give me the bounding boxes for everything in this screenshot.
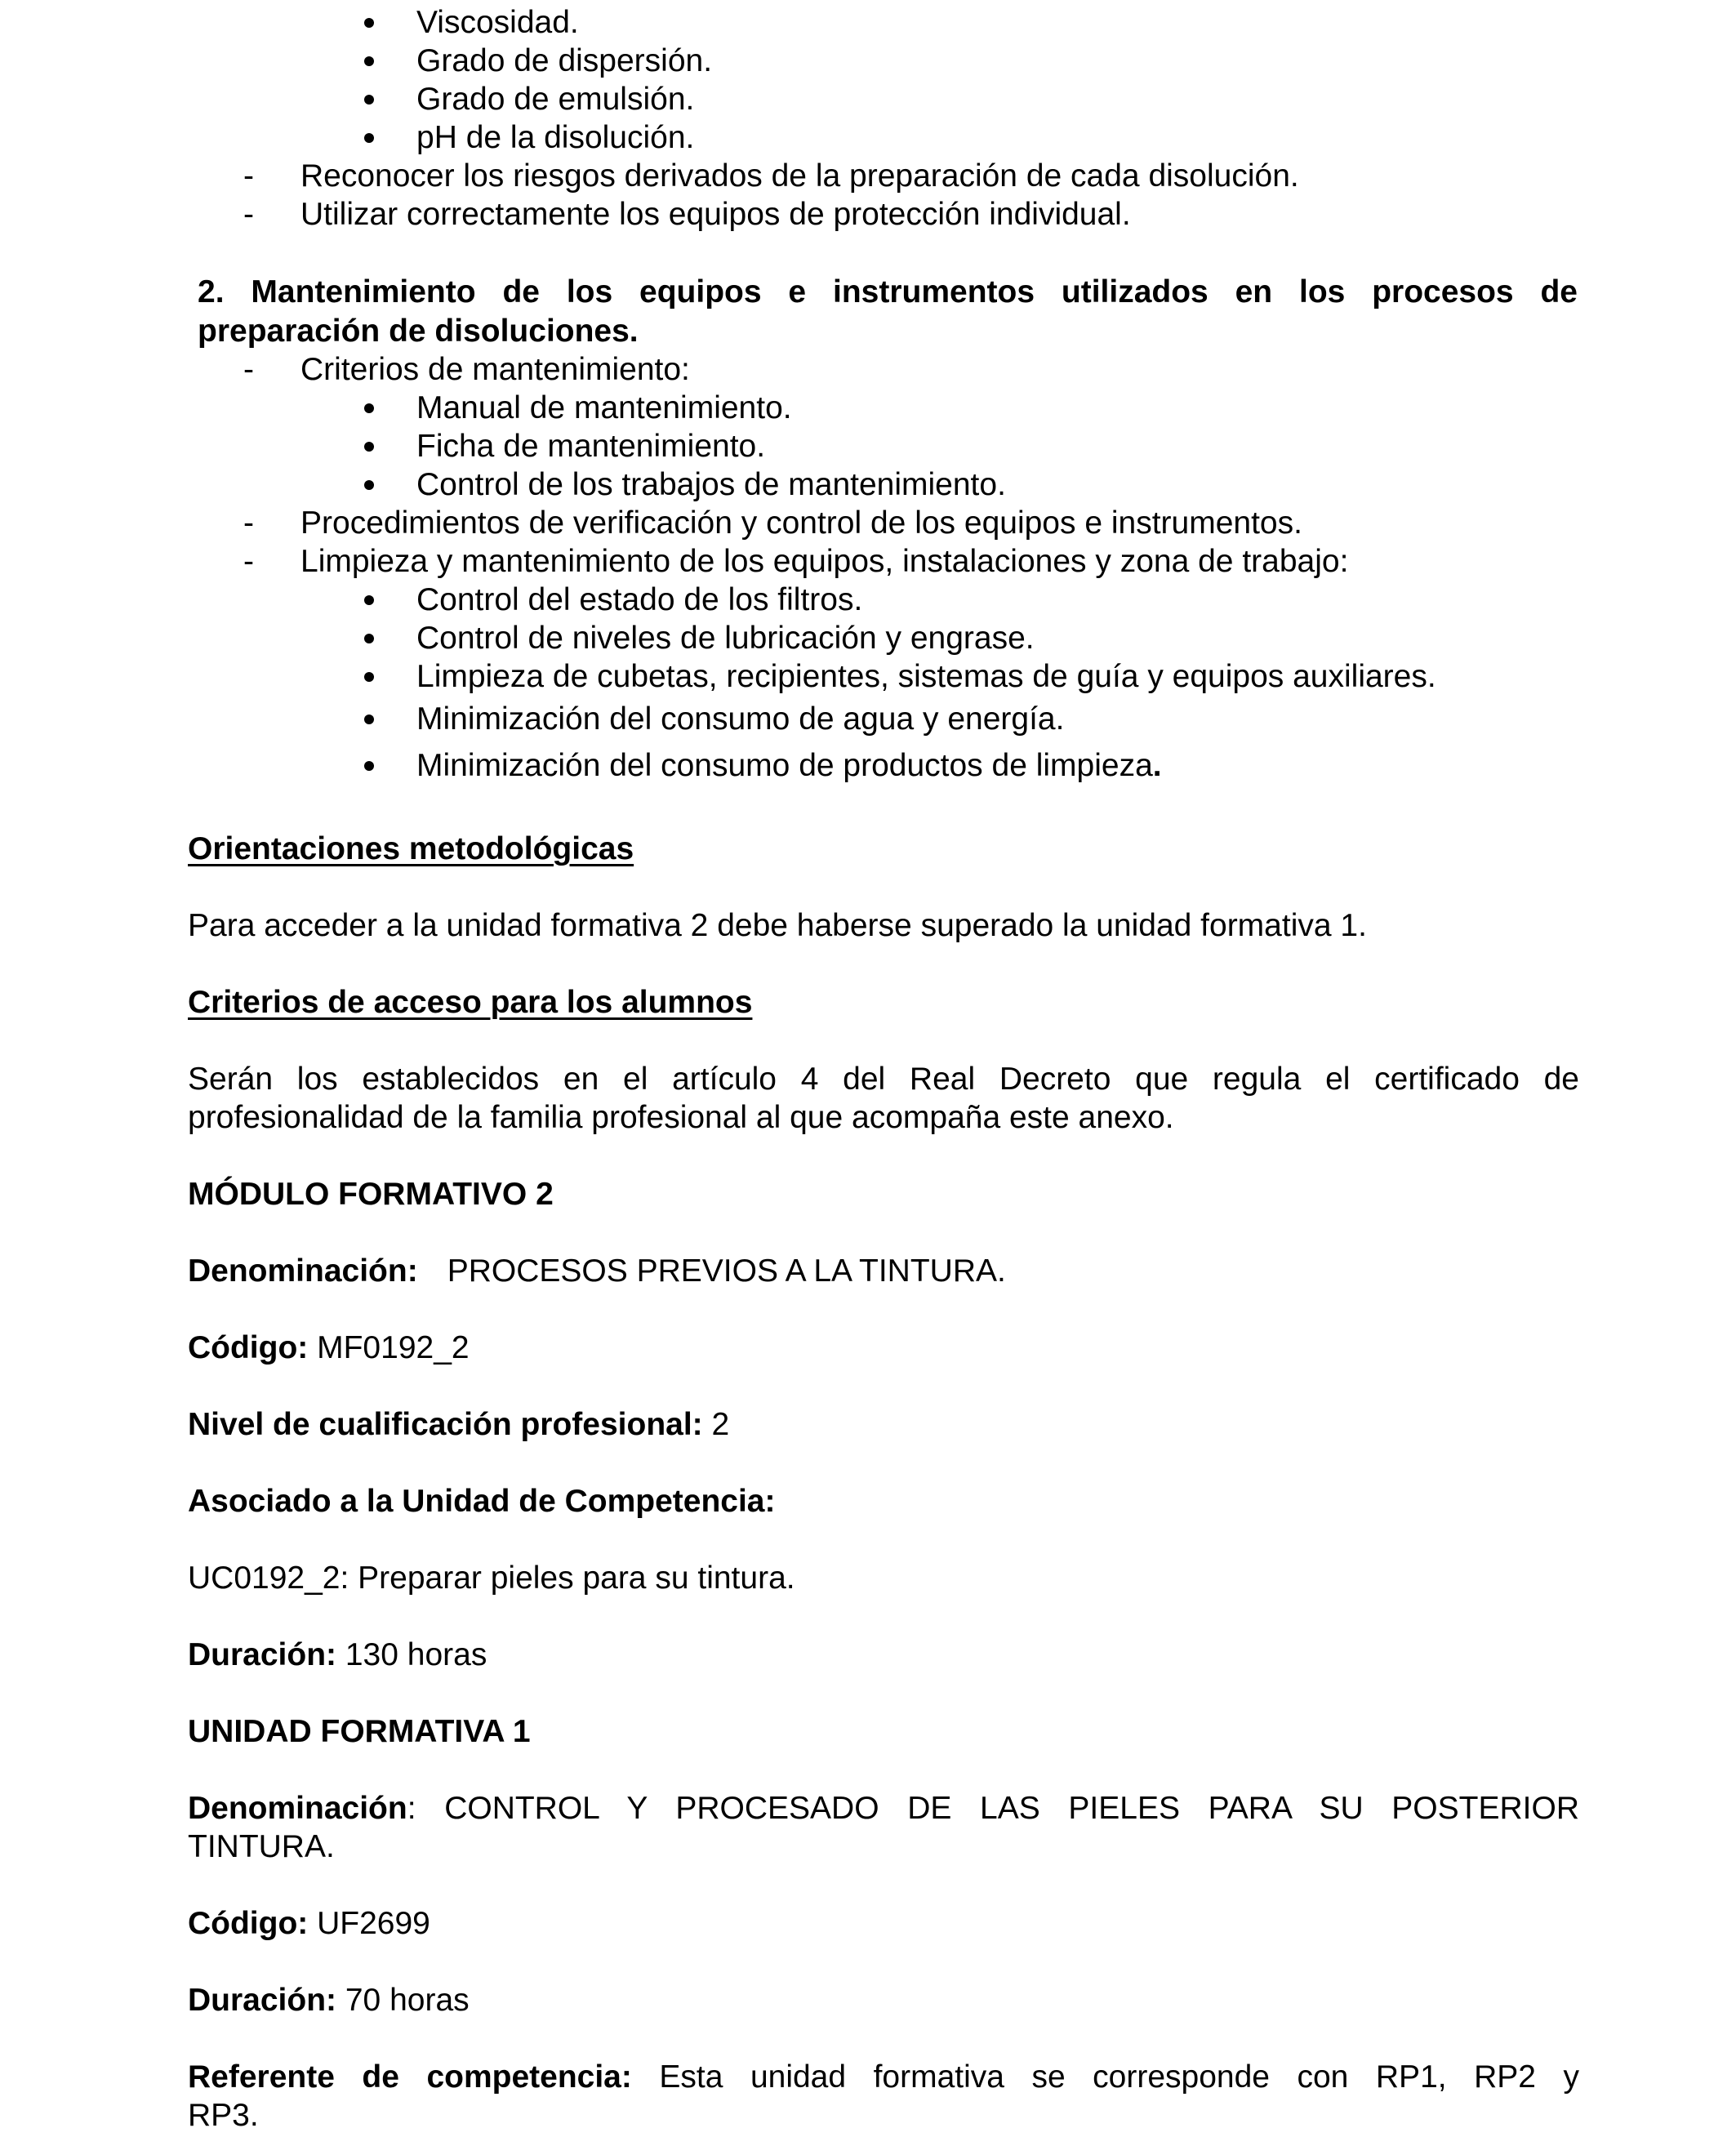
modulo-title: MÓDULO FORMATIVO 2 [188, 1177, 554, 1212]
criterios-heading: Criterios de acceso para los alumnos [188, 985, 753, 1020]
unidad-duracion [188, 1981, 470, 2019]
denominacion-value: PROCESOS PREVIOS A LA TINTURA. [447, 1253, 1006, 1289]
list-item: Ficha de mantenimiento. [416, 429, 766, 464]
list-item: Viscosidad. [416, 5, 579, 40]
bullet-icon [364, 403, 374, 413]
bullet-icon [364, 761, 374, 771]
modulo-duracion [188, 1636, 487, 1674]
unidad-denominacion-value: : CONTROL Y PROCESADO DE LAS PIELES PARA SU POSTERIOR [407, 1791, 1579, 1826]
unidad-codigo [188, 1904, 430, 1943]
codigo-label: Código: [188, 1330, 309, 1365]
bullet-icon [364, 595, 374, 605]
asociado-label: Asociado a la Unidad de Competencia: [188, 1484, 776, 1519]
list-item: Grado de emulsión. [416, 82, 695, 117]
bullet-icon [364, 480, 374, 490]
list-item [416, 746, 1162, 785]
list-item: Grado de dispersión. [416, 43, 713, 78]
codigo-value: MF0192_2 [317, 1330, 470, 1365]
unidad-codigo-value: UF2699 [317, 1906, 430, 1941]
list-item: Procedimientos de verificación y control de los equipos e instrumentos. [300, 505, 1302, 541]
unidad-duracion-value: 70 horas [345, 1983, 470, 2018]
referente-label: Referente de competencia: [188, 2059, 632, 2095]
referente-line1 [188, 2058, 1579, 2096]
bullet-icon [364, 133, 374, 143]
bullet-icon [364, 672, 374, 682]
section-heading-cont: preparación de disoluciones. [198, 314, 639, 349]
denominacion-label: Denominación: [188, 1253, 418, 1289]
list-item-text: Minimización del consumo de productos de limpieza [416, 748, 1153, 783]
bullet-icon [364, 56, 374, 66]
unidad-denominacion-line1 [188, 1789, 1579, 1828]
nivel-label: Nivel de cualificación profesional: [188, 1407, 703, 1442]
referente-line2: RP3. [188, 2098, 259, 2133]
criterios-text-line2: profesionalidad de la familia profesional al que acompaña este anexo. [188, 1100, 1174, 1135]
criterios-text-line1: Serán los establecidos en el artículo 4 del Real Decreto que regula el certificado de [188, 1062, 1579, 1097]
duracion-label: Duración: [188, 1637, 337, 1672]
modulo-denominacion [188, 1252, 1006, 1290]
list-item: Control del estado de los filtros. [416, 582, 863, 617]
section-heading: 2. Mantenimiento de los equipos e instrumentos utilizados en los procesos de [198, 274, 1578, 309]
list-item: Criterios de mantenimiento: [300, 352, 690, 387]
nivel-value: 2 [711, 1407, 730, 1442]
dash-marker: - [243, 352, 254, 387]
list-item: Utilizar correctamente los equipos de protección individual. [300, 197, 1131, 232]
bullet-icon [364, 442, 374, 452]
list-item: Manual de mantenimiento. [416, 390, 792, 425]
dash-marker: - [243, 158, 254, 194]
unidad-codigo-label: Código: [188, 1906, 309, 1941]
list-item: Limpieza y mantenimiento de los equipos, instalaciones y zona de trabajo: [300, 544, 1349, 579]
duracion-value: 130 horas [345, 1637, 487, 1672]
referente-value: Esta unidad formativa se corresponde con RP1, RP2 y [659, 2059, 1579, 2095]
modulo-nivel [188, 1405, 729, 1444]
orientaciones-text: Para acceder a la unidad formativa 2 debe haberse superado la unidad formativa 1. [188, 908, 1367, 943]
unidad-duracion-label: Duración: [188, 1983, 337, 2018]
bullet-icon [364, 95, 374, 105]
list-item: Limpieza de cubetas, recipientes, sistemas de guía y equipos auxiliares. [416, 659, 1436, 694]
bullet-icon [364, 715, 374, 724]
unidad-title: UNIDAD FORMATIVA 1 [188, 1714, 531, 1749]
dash-marker: - [243, 544, 254, 579]
list-item: pH de la disolución. [416, 120, 695, 155]
orientaciones-heading: Orientaciones metodológicas [188, 831, 634, 866]
list-item: Control de los trabajos de mantenimiento. [416, 467, 1006, 502]
unidad-denominacion-label: Denominación [188, 1791, 407, 1826]
list-item-period: . [1152, 748, 1162, 783]
list-item: Reconocer los riesgos derivados de la preparación de cada disolución. [300, 158, 1299, 194]
dash-marker: - [243, 505, 254, 541]
bullet-icon [364, 18, 374, 28]
bullet-icon [364, 634, 374, 643]
unidad-denominacion-line2: TINTURA. [188, 1829, 335, 1864]
modulo-codigo [188, 1329, 470, 1367]
uc-text: UC0192_2: Preparar pieles para su tintura. [188, 1560, 795, 1596]
list-item: Minimización del consumo de agua y energía. [416, 701, 1065, 737]
list-item: Control de niveles de lubricación y engrase. [416, 621, 1035, 656]
dash-marker: - [243, 197, 254, 232]
